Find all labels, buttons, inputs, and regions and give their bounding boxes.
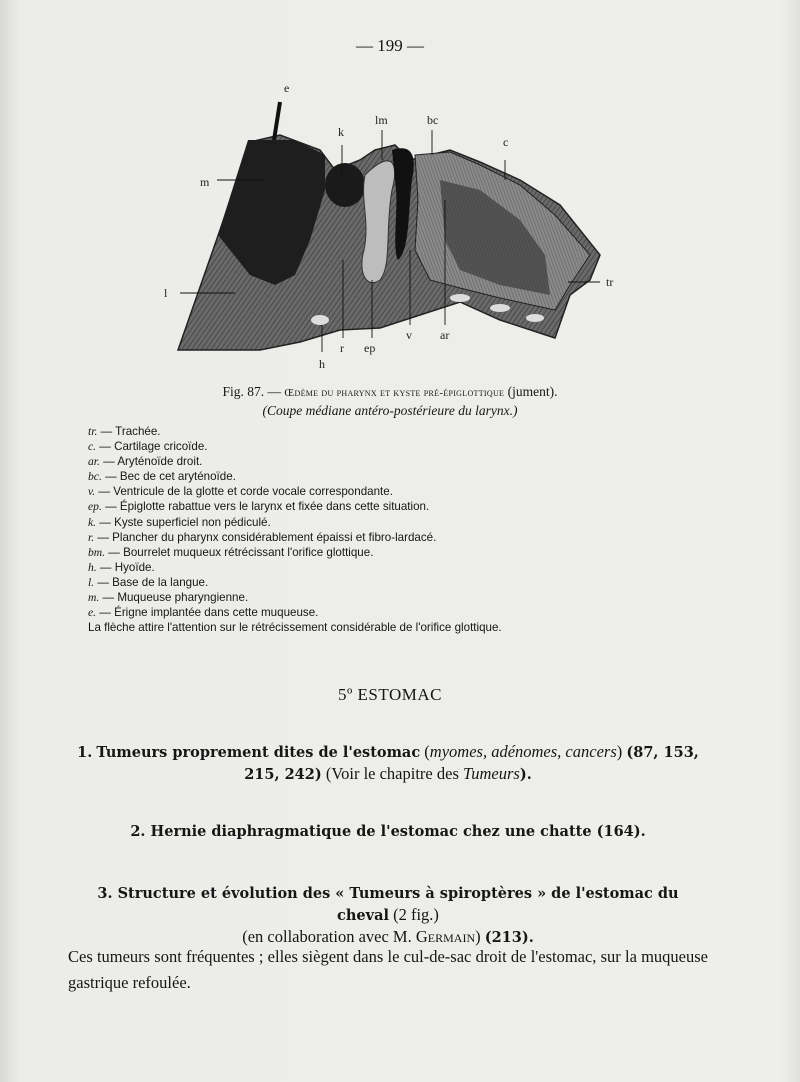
legend-item: m. — Muqueuse pharyngienne.: [88, 591, 249, 605]
label-m: m: [200, 175, 210, 189]
trachea-ring: [450, 294, 470, 302]
legend-item: ar. — Aryténoïde droit.: [88, 455, 203, 469]
label-ep: ep: [364, 341, 376, 355]
label-l: l: [164, 286, 168, 300]
label-e: e: [284, 81, 290, 95]
legend-item: e. — Érigne implantée dans cette muqueuse.: [88, 606, 319, 620]
entry-2: 2. Hernie diaphragmatique de l'estomac chez une chatte (164).: [130, 823, 646, 840]
entry-3: [72, 882, 704, 948]
caption-line-2: (Coupe médiane antéro-postérieure du larynx.): [262, 403, 518, 418]
cyst: [325, 163, 365, 207]
erigne-pin: [274, 102, 280, 140]
label-bc: bc: [427, 113, 439, 127]
entry-1: [72, 741, 704, 785]
label-h: h: [319, 357, 325, 370]
figure-legend: [88, 424, 728, 635]
caption-line-1: Fig. 87. — Œdème du pharynx et kyste pré-épiglottique (jument).: [222, 384, 558, 399]
entry-1-line-1: 1. Tumeurs proprement dites de l'estomac (myomes, adénomes, cancers) (87, 153,: [77, 742, 699, 761]
label-lm: lm: [375, 113, 388, 127]
label-k: k: [338, 125, 344, 139]
legend-item: r. — Plancher du pharynx considérablement épaissi et fibro-lardacé.: [88, 530, 437, 544]
legend-item: k. — Kyste superficiel non pédiculé.: [88, 515, 271, 529]
label-tr: tr: [606, 275, 614, 289]
legend-item: ep. — Épiglotte rabattue vers le larynx et fixée dans cette situation.: [88, 500, 430, 514]
trachea-ring: [490, 304, 510, 312]
anatomical-figure: [160, 80, 620, 370]
figure-caption: [90, 383, 690, 419]
legend-item: bm. — Bourrelet muqueux rétrécissant l'orifice glottique.: [88, 545, 374, 559]
entry-3-line-2: (en collaboration avec M. Germain) (213).: [242, 927, 534, 946]
legend-item: c. — Cartilage cricoïde.: [88, 440, 208, 454]
label-r: r: [340, 341, 344, 355]
page-number: — 199 —: [356, 36, 424, 55]
legend-note: La flèche attire l'attention sur le rétrécissement considérable de l'orifice glottique.: [88, 621, 502, 635]
legend-item: tr. — Trachée.: [88, 425, 161, 438]
entry-1-line-2: 215, 242) (Voir le chapitre des Tumeurs).: [244, 764, 532, 783]
legend-item: v. — Ventricule de la glotte et corde vocale correspondante.: [88, 485, 393, 499]
larynx-illustration: [160, 80, 620, 370]
legend-item: l. — Base de la langue.: [88, 575, 209, 589]
legend-item: bc. — Bec de cet aryténoïde.: [88, 470, 236, 484]
hyoid-section: [311, 315, 329, 325]
label-v: v: [406, 328, 412, 342]
body-paragraph: Ces tumeurs sont fréquentes ; elles siègent dans le cul-de-sac droit de l'estomac, sur la muqueuse gastrique refoulée.: [68, 947, 708, 992]
label-c: c: [503, 135, 509, 149]
legend-item: h. — Hyoïde.: [88, 560, 155, 574]
entry-3-line-1: 3. Structure et évolution des « Tumeurs à spiroptères » de l'estomac du cheval (2 fig.): [97, 885, 679, 924]
trachea-ring: [526, 314, 544, 322]
label-ar: ar: [440, 328, 450, 342]
section-title: 5º ESTOMAC: [338, 685, 442, 704]
